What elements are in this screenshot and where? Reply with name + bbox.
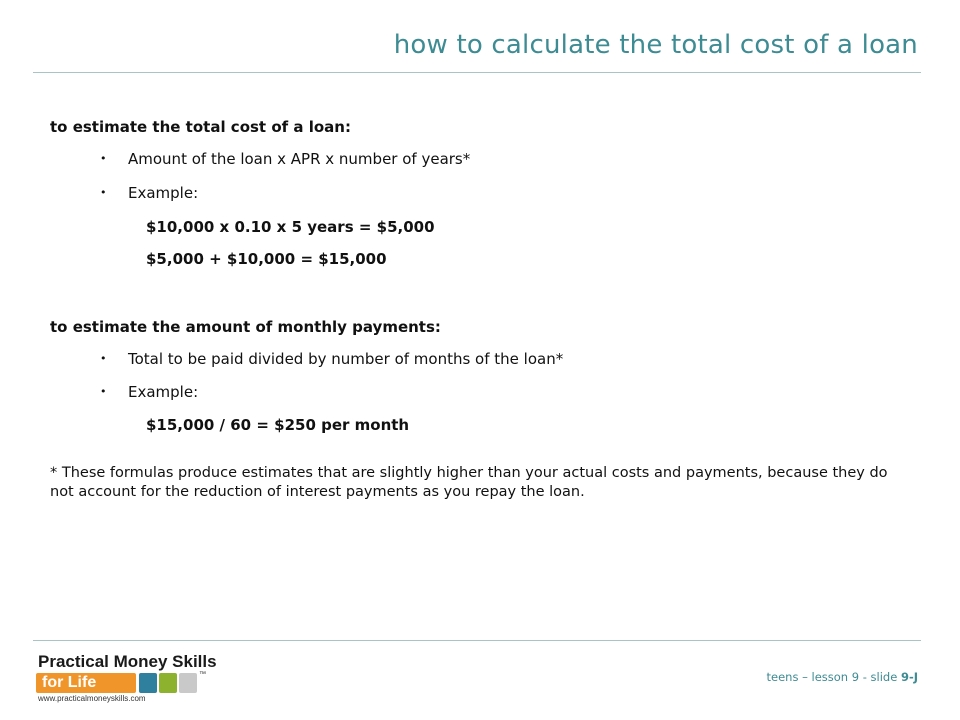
slide-title: how to calculate the total cost of a loan bbox=[393, 30, 918, 60]
bullet-icon: • bbox=[100, 385, 107, 398]
bullet-item: Example: bbox=[128, 383, 199, 401]
calculation-line: $10,000 x 0.10 x 5 years = $5,000 bbox=[146, 218, 435, 236]
bullet-icon: • bbox=[100, 152, 107, 165]
bottom-divider bbox=[33, 640, 921, 641]
bullet-item: Amount of the loan x APR x number of years* bbox=[128, 150, 471, 168]
practical-money-skills-logo bbox=[36, 652, 217, 704]
bullet-item: Total to be paid divided by number of months of the loan* bbox=[128, 350, 564, 368]
logo-title: Practical Money Skills bbox=[38, 652, 217, 671]
calculation-line: $15,000 / 60 = $250 per month bbox=[146, 416, 410, 434]
logo-square-gray bbox=[179, 673, 197, 693]
section-heading-monthly-payments: to estimate the amount of monthly payments: bbox=[50, 318, 441, 336]
trademark-symbol: ™ bbox=[199, 671, 206, 678]
bullet-icon: • bbox=[100, 186, 107, 199]
top-divider bbox=[33, 72, 921, 73]
logo-url: www.practicalmoneyskills.com bbox=[38, 694, 146, 703]
logo-subtitle: for Life bbox=[42, 674, 97, 691]
section-heading-total-cost: to estimate the total cost of a loan: bbox=[50, 118, 351, 136]
slide-label bbox=[767, 670, 919, 684]
bullet-icon: • bbox=[100, 352, 107, 365]
slide-number: 9-J bbox=[900, 670, 918, 684]
slide-label-text: teens – lesson 9 - slide bbox=[766, 670, 898, 684]
logo-square-blue bbox=[139, 673, 157, 693]
footnote: * These formulas produce estimates that are slightly higher than your actual costs and payments, because they do not account for the reduction of interest payments as you repay the loan. bbox=[50, 465, 888, 500]
logo-band bbox=[36, 673, 136, 693]
bullet-item: Example: bbox=[128, 184, 199, 202]
logo-square-green bbox=[159, 673, 177, 693]
calculation-line: $5,000 + $10,000 = $15,000 bbox=[146, 250, 387, 268]
